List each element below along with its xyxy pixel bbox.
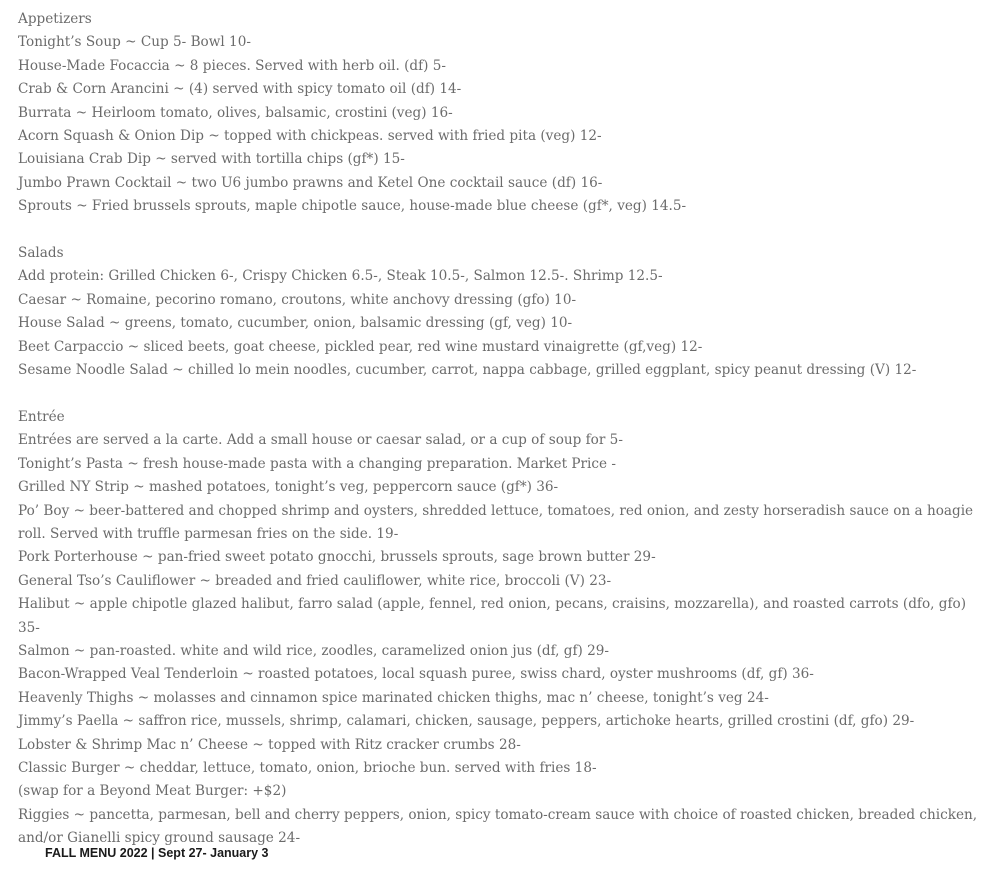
menu-item: Beet Carpaccio ~ sliced beets, goat cheese, pickled pear, red wine mustard vinaigrette (gf,veg) 12- [18,338,703,355]
menu-item: Lobster & Shrimp Mac n’ Cheese ~ topped with Ritz cracker crumbs 28- [18,736,521,753]
salads-list [18,265,988,382]
menu-item: House-Made Focaccia ~ 8 pieces. Served with herb oil. (df) 5- [18,57,447,74]
menu-item: Heavenly Thighs ~ molasses and cinnamon spice marinated chicken thighs, mac n’ cheese, tonight’s veg 24- [18,689,769,706]
section-title-salads: Salads [18,245,64,262]
menu-item: Add protein: Grilled Chicken 6-, Crispy Chicken 6.5-, Steak 10.5-, Salmon 12.5-. Shrimp 12.5- [18,268,663,285]
menu-item: Salmon ~ pan-roasted. white and wild rice, zoodles, caramelized onion jus (df, gf) 29- [18,642,610,659]
menu-item: Jumbo Prawn Cocktail ~ two U6 jumbo prawns and Ketel One cocktail sauce (df) 16- [18,174,603,191]
menu-item: House Salad ~ greens, tomato, cucumber, onion, balsamic dressing (gf, veg) 10- [18,315,573,332]
menu-item: Acorn Squash & Onion Dip ~ topped with chickpeas. served with fried pita (veg) 12- [18,128,602,145]
menu-item: Tonight’s Pasta ~ fresh house-made pasta with a changing preparation. Market Price - [18,455,616,472]
entree-list [18,429,988,850]
menu-item: Louisiana Crab Dip ~ served with tortilla chips (gf*) 15- [18,151,405,168]
menu-item: Pork Porterhouse ~ pan-fried sweet potato gnocchi, brussels sprouts, sage brown butter 29- [18,549,656,566]
menu-item: Halibut ~ apple chipotle glazed halibut, farro salad (apple, fennel, red onion, pecans, craisins, mozzarella), and roasted carrots (dfo, gfo) 35- [18,596,967,636]
menu-item: Caesar ~ Romaine, pecorino romano, croutons, white anchovy dressing (gfo) 10- [18,291,577,308]
menu-item: Grilled NY Strip ~ mashed potatoes, tonight’s veg, peppercorn sauce (gf*) 36- [18,479,559,496]
appetizers-section [18,8,988,219]
menu-footer: FALL MENU 2022 | Sept 27- January 3 [45,846,269,860]
menu-item: Entrées are served a la carte. Add a small house or caesar salad, or a cup of soup for 5- [18,432,623,449]
entree-section [18,406,988,851]
section-title-entree: Entrée [18,408,65,425]
salads-section [18,242,988,382]
section-spacer [18,382,988,405]
menu-document [18,8,988,851]
appetizers-list [18,31,988,218]
menu-item: Classic Burger ~ cheddar, lettuce, tomato, onion, brioche bun. served with fries 18- [18,759,597,776]
menu-item: Jimmy’s Paella ~ saffron rice, mussels, shrimp, calamari, chicken, sausage, peppers, artichoke hearts, grilled crostini (df, gfo) 29- [18,713,915,730]
menu-item: Bacon-Wrapped Veal Tenderloin ~ roasted potatoes, local squash puree, swiss chard, oyster mushrooms (df, gf) 36- [18,666,814,683]
menu-item: Po’ Boy ~ beer-battered and chopped shrimp and oysters, shredded lettuce, tomatoes, red onion, and zesty horseradish sauce on a hoagie roll. Served with truffle parmesan fries on the side. 19- [18,502,974,542]
section-spacer [18,219,988,242]
menu-item: Crab & Corn Arancini ~ (4) served with spicy tomato oil (df) 14- [18,81,462,98]
menu-item: (swap for a Beyond Meat Burger: +$2) [18,783,287,800]
section-title-appetizers: Appetizers [18,11,92,27]
menu-item: Sprouts ~ Fried brussels sprouts, maple chipotle sauce, house-made blue cheese (gf*, veg) 14.5- [18,198,687,215]
menu-item: Sesame Noodle Salad ~ chilled lo mein noodles, cucumber, carrot, nappa cabbage, grilled eggplant, spicy peanut dressing (V) 12- [18,362,917,379]
menu-item: Tonight’s Soup ~ Cup 5- Bowl 10- [18,34,251,51]
menu-item: Riggies ~ pancetta, parmesan, bell and cherry peppers, onion, spicy tomato-cream sauce with choice of roasted chicken, breaded chicken, and/or Gianelli spicy ground sausage 24- [18,806,978,847]
menu-item: General Tso’s Cauliflower ~ breaded and fried cauliflower, white rice, broccoli (V) 23- [18,572,612,589]
menu-item: Burrata ~ Heirloom tomato, olives, balsamic, crostini (veg) 16- [18,104,453,121]
